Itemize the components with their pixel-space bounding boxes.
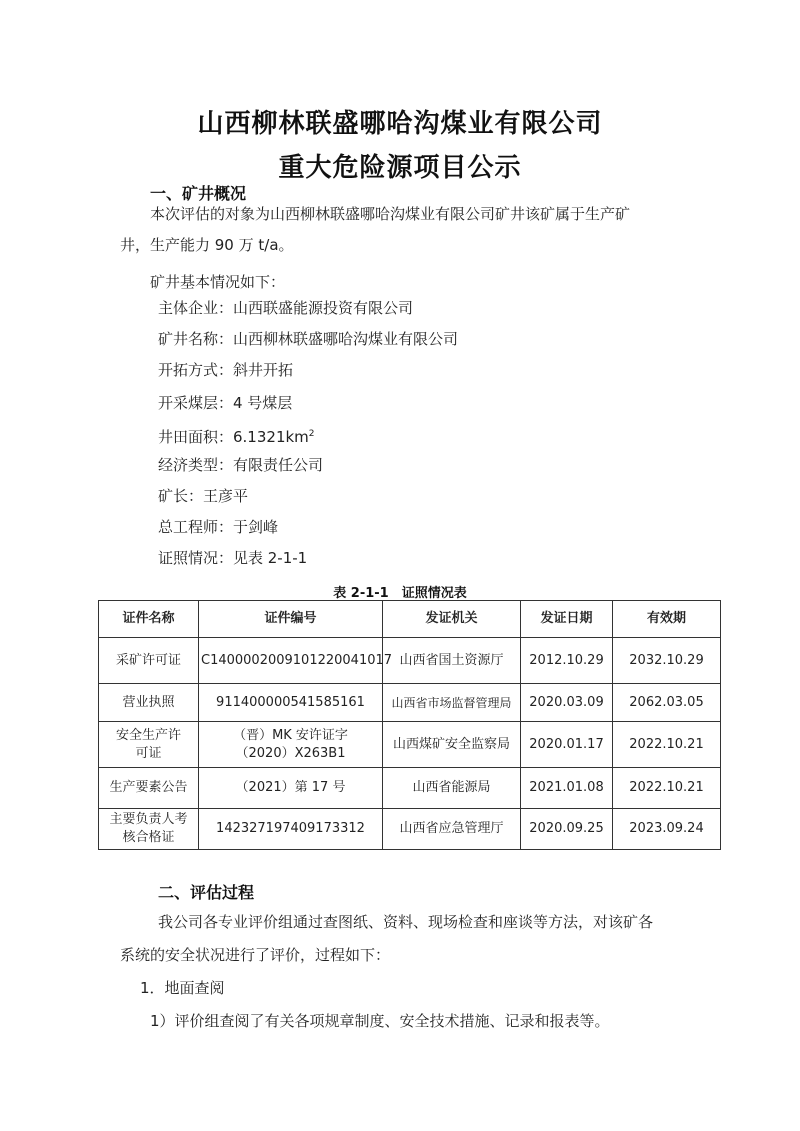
info-field-area (158, 424, 315, 447)
info-mine-name: 矿井名称：山西柳林联盛哪哈沟煤业有限公司 (158, 330, 459, 348)
column-header: 有效期 (613, 601, 721, 638)
table-row (99, 638, 721, 684)
document-subtitle: 重大危险源项目公示 (278, 153, 522, 183)
intro-line-2: 井，生产能力 90 万 t/a。 (120, 236, 294, 254)
info-mine-director: 矿长：王彦平 (158, 487, 249, 505)
table-cell: 山西省国土资源厅 (383, 638, 521, 684)
table-cell: 2062.03.05 (613, 684, 721, 722)
column-header: 证件编号 (199, 601, 383, 638)
table-cell: 2021.01.08 (521, 768, 613, 809)
table-cell: C1400002009101220041017 (199, 638, 383, 684)
table-cell: 山西省市场监督管理局 (383, 684, 521, 722)
subsection-surface-review: 1．地面查阅 (140, 979, 225, 997)
basic-info-label: 矿井基本情况如下： (150, 273, 286, 291)
intro-line-1: 本次评估的对象为山西柳林联盛哪哈沟煤业有限公司矿井该矿属于生产矿 (150, 205, 631, 223)
table-cell: 主要负责人考核合格证 (99, 809, 199, 850)
table-cell: （晋）MK 安许证字（2020）X263B1 (199, 722, 383, 768)
table-cell: （2021）第 17 号 (199, 768, 383, 809)
subsection-item-1: 1）评价组查阅了有关各项规章制度、安全技术措施、记录和报表等。 (150, 1012, 610, 1030)
table-cell: 2023.09.24 (613, 809, 721, 850)
info-coal-seam: 开采煤层：4 号煤层 (158, 394, 293, 412)
process-line-1: 我公司各专业评价组通过查图纸、资料、现场检查和座谈等方法，对该矿各 (158, 913, 654, 931)
table-cell: 2022.10.21 (613, 722, 721, 768)
info-certificates: 证照情况：见表 2-1-1 (158, 549, 308, 567)
table-caption: 表 2-1-1 证照情况表 (333, 586, 467, 601)
table-header-row (99, 601, 721, 638)
table-cell: 山西煤矿安全监察局 (383, 722, 521, 768)
table-row (99, 809, 721, 850)
table-cell: 2020.03.09 (521, 684, 613, 722)
table-cell: 2022.10.21 (613, 768, 721, 809)
table-cell: 2020.01.17 (521, 722, 613, 768)
field-area-text: 井田面积：6.1321km (158, 428, 309, 446)
table-cell: 采矿许可证 (99, 638, 199, 684)
column-header: 发证机关 (383, 601, 521, 638)
process-line-2: 系统的安全状况进行了评价，过程如下： (120, 946, 391, 964)
table-cell: 生产要素公告 (99, 768, 199, 809)
table-row (99, 684, 721, 722)
table-cell: 营业执照 (99, 684, 199, 722)
section2-heading: 二、评估过程 (158, 883, 255, 902)
table-cell: 2012.10.29 (521, 638, 613, 684)
table-cell: 山西省应急管理厅 (383, 809, 521, 850)
table-cell: 142327197409173312 (199, 809, 383, 850)
document-title: 山西柳林联盛哪哈沟煤业有限公司 (197, 109, 603, 139)
table-cell: 911400000541585161 (199, 684, 383, 722)
table-cell: 2020.09.25 (521, 809, 613, 850)
section1-heading: 一、矿井概况 (150, 184, 247, 203)
column-header: 发证日期 (521, 601, 613, 638)
table-cell: 山西省能源局 (383, 768, 521, 809)
certificate-table (98, 600, 721, 850)
area-superscript: 2 (308, 429, 315, 439)
table-cell: 安全生产许可证 (99, 722, 199, 768)
table-row (99, 722, 721, 768)
table-row (99, 768, 721, 809)
table-cell: 2032.10.29 (613, 638, 721, 684)
column-header: 证件名称 (99, 601, 199, 638)
info-economy-type: 经济类型：有限责任公司 (158, 456, 324, 474)
info-chief-engineer: 总工程师：于剑峰 (158, 518, 279, 536)
info-main-enterprise: 主体企业：山西联盛能源投资有限公司 (158, 299, 414, 317)
info-development-method: 开拓方式：斜井开拓 (158, 361, 294, 379)
